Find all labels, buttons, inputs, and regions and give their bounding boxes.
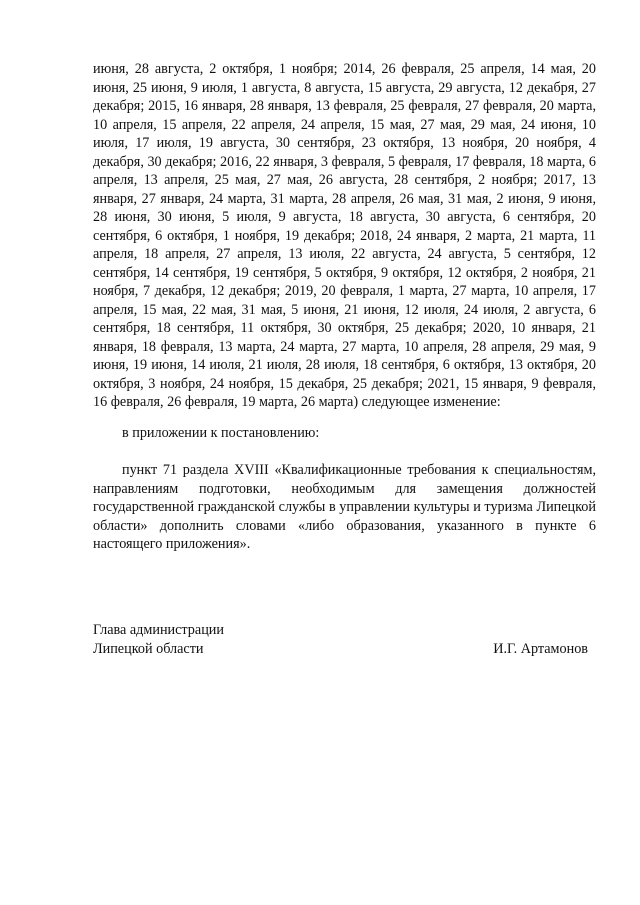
paragraph-appendix-intro: в приложении к постановлению:	[122, 425, 320, 441]
signature-title-line2: Липецкой области	[93, 640, 204, 657]
paragraph-point-71: пункт 71 раздела XVIII «Квалификационные требования к специальностям, направлениям подготовки, необходимым для замещения должностей государственной гражданской службы в управлении культуры и туризма Липецкой области» дополнить словами «либо образования, указанного в пункте 6 настоящего приложения».	[93, 462, 596, 552]
signature-title-line1: Глава администрации	[93, 622, 224, 638]
signature-block	[93, 621, 596, 658]
signatory-name: И.Г. Артамонов	[493, 640, 588, 657]
signature-row	[93, 640, 596, 659]
paragraph-date-list: июня, 28 августа, 2 октября, 1 ноября; 2014, 26 февраля, 25 апреля, 14 мая, 20 июня, 25 июня, 9 июля, 1 августа, 8 августа, 15 августа, 29 августа, 12 декабря, 27 декабря; 2015, 16 января, 28 января, 13 февраля, 25 февраля, 27 февраля, 20 марта, 10 апреля, 15 апреля, 22 апреля, 24 апреля, 15 мая, 27 мая, 29 мая, 24 июня, 10 июля, 17 июля, 19 августа, 30 сентября, 23 октября, 13 ноября, 20 ноября, 4 декабря, 30 декабря; 2016, 22 января, 3 февраля, 5 февраля, 17 февраля, 18 марта, 6 апреля, 13 апреля, 25 мая, 27 мая, 26 августа, 28 сентября, 2 ноября; 2017, 13 января, 27 января, 24 марта, 31 марта, 28 апреля, 26 мая, 31 мая, 2 июня, 9 июня, 28 июня, 30 июня, 5 июля, 9 августа, 18 августа, 30 августа, 6 сентября, 20 сентября, 6 октября, 1 ноября, 19 декабря; 2018, 24 января, 2 марта, 21 марта, 11 апреля, 18 апреля, 27 апреля, 13 июля, 22 августа, 24 августа, 5 сентября, 12 сентября, 14 сентября, 19 сентября, 5 октября, 9 октября, 12 октября, 2 ноября, 21 ноября, 7 декабря, 12 декабря; 2019, 20 февраля, 1 марта, 27 марта, 10 апреля, 17 апреля, 15 мая, 22 мая, 31 мая, 5 июня, 21 июня, 12 июля, 24 июля, 2 августа, 6 сентября, 18 сентября, 11 октября, 30 октября, 25 декабря; 2020, 10 января, 21 января, 18 февраля, 13 марта, 24 марта, 27 марта, 10 апреля, 28 апреля, 29 мая, 9 июня, 19 июня, 14 июля, 21 июля, 28 июля, 18 сентября, 6 октября, 13 октября, 20 октября, 3 ноября, 24 ноября, 15 декабря, 25 декабря; 2021, 15 января, 9 февраля, 16 февраля, 26 февраля, 19 марта, 26 марта) следующее изменение:	[93, 61, 596, 410]
